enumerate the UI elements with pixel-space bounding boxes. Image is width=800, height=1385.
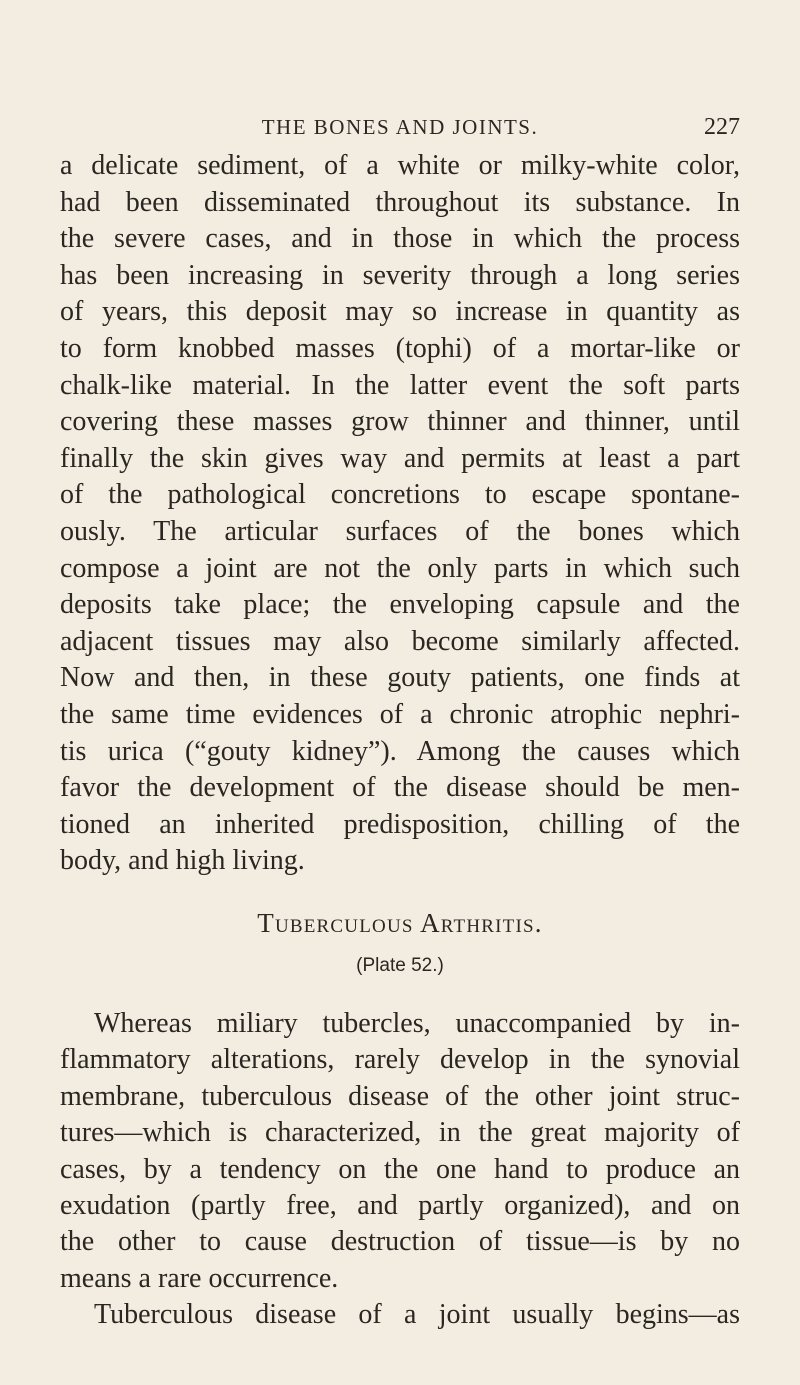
text-line: membrane, tuberculous disease of the other joint struc- [60,1080,740,1112]
running-title: THE BONES AND JOINTS. [261,115,539,139]
text-line: the other to cause destruction of tissue—is by no [60,1226,740,1258]
text-line: exudation (partly free, and partly organized), and on [60,1190,740,1221]
text-line: compose a joint are not the only parts in which such [60,552,740,584]
text-line: of the pathological concretions to escape spontane- [60,479,740,511]
page-number: 227 [704,114,740,140]
text-line: a delicate sediment, of a white or milky-white color, [60,150,740,181]
text-line: ously. The articular surfaces of the bones which [60,516,740,547]
text-line: tures—which is characterized, in the great majority of [60,1117,740,1149]
text-line: had been disseminated throughout its substance. In [60,186,740,218]
text-line: deposits take place; the enveloping capsule and the [60,589,740,621]
text-line: Tuberculous disease of a joint usually begins—as [94,1299,740,1331]
text-line: chalk-like material. In the latter event the soft parts [60,369,740,401]
plate-reference: (Plate 52.) [356,955,444,976]
text-line: tis urica (“gouty kidney”). Among the causes which [60,735,740,767]
text-line: finally the skin gives way and permits at least a part [60,442,740,474]
text-line: of years, this deposit may so increase in quantity as [60,296,740,328]
text-line: the same time evidences of a chronic atrophic nephri- [60,699,740,730]
text-line: cases, by a tendency on the one hand to produce an [60,1153,740,1185]
text-line: covering these masses grow thinner and thinner, until [60,406,740,438]
text-line: has been increasing in severity through a long series [60,259,740,291]
text-line: adjacent tissues may also become similarly affected. [60,625,740,657]
section-heading: Tuberculous Arthritis. [257,908,543,938]
text-line: favor the development of the disease should be men- [60,772,740,804]
running-head [60,112,740,142]
text-line: tioned an inherited predisposition, chilling of the [60,808,740,840]
text-line: Now and then, in these gouty patients, one finds at [60,662,740,694]
text-line: means a rare occurrence. [60,1262,339,1294]
text-line: flammatory alterations, rarely develop in the synovial [60,1044,740,1076]
text-line: to form knobbed masses (tophi) of a mortar-like or [60,333,740,364]
text-line: the severe cases, and in those in which the process [60,223,740,255]
text-line: body, and high living. [60,845,305,877]
text-line: Whereas miliary tubercles, unaccompanied by in- [94,1008,740,1039]
